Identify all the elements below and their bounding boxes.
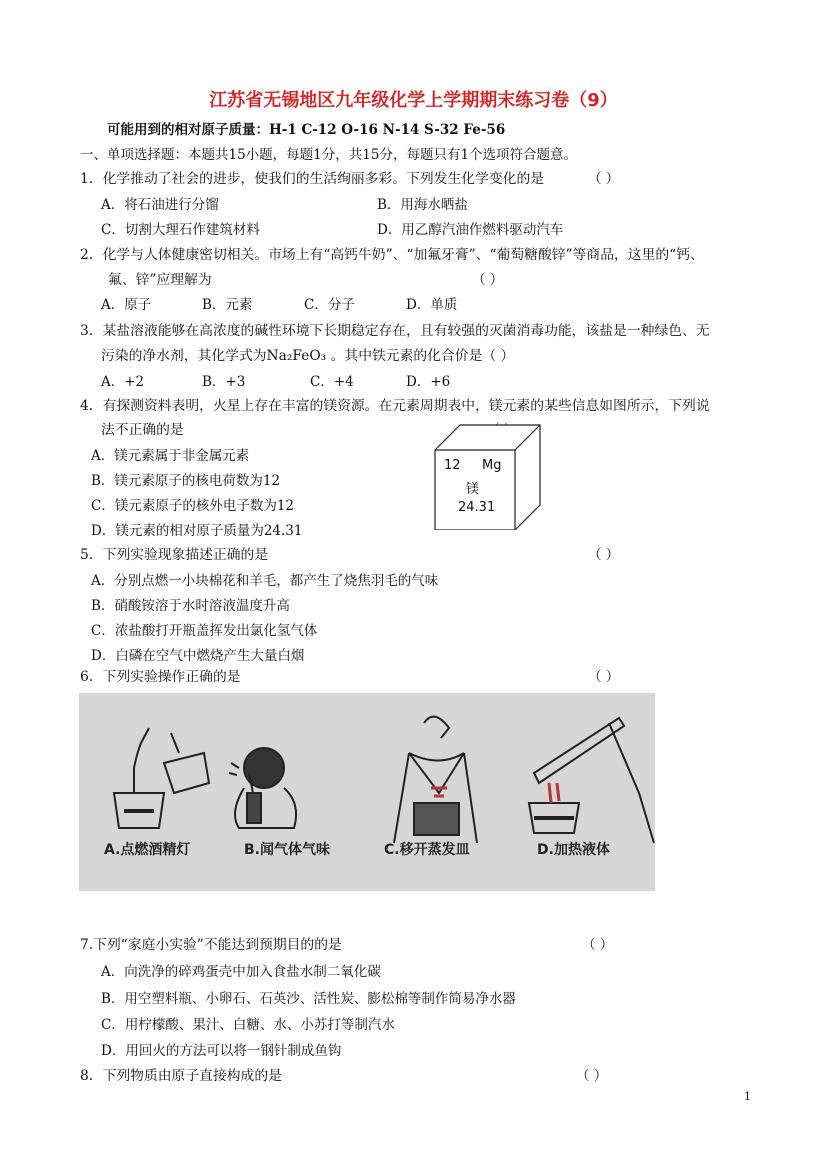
atomic-mass-note: 可能用到的相对原子质量：H-1 C-12 O-16 N-14 S-32 Fe-56 (107, 122, 506, 138)
question-5-option-a: A．分别点燃一小块棉花和羊毛，都产生了烧焦羽毛的气味 (91, 573, 439, 589)
question-2-option-a: A．原子 (101, 297, 152, 313)
element-name: 镁 (466, 482, 480, 497)
page-number: 1 (744, 1090, 751, 1103)
question-7-stem: 7.下列“家庭小实验”不能达到预期目的的是 (80, 937, 342, 953)
question-3-option-c: C．+4 (310, 374, 354, 390)
question-7-option-d: D．用回火的方法可以将一钢针制成鱼钩 (101, 1043, 342, 1059)
question-4-option-a: A．镁元素属于非金属元素 (91, 448, 250, 464)
question-1-option-c: C．切割大理石作建筑材料 (101, 222, 260, 238)
question-7-answer-blank: （ ） (582, 937, 614, 953)
question-1-answer-blank: （ ） (588, 171, 620, 187)
question-4-option-b: B．镁元素原子的核电荷数为12 (91, 473, 281, 489)
question-5-option-c: C．浓盐酸打开瓶盖挥发出氯化氢气体 (91, 623, 318, 639)
question-5-option-d: D．白磷在空气中燃烧产生大量白烟 (91, 648, 305, 664)
lab-illustrations (79, 693, 655, 891)
question-3-option-a: A．+2 (101, 374, 145, 390)
figure-caption-a: A.点燃酒精灯 (104, 842, 191, 858)
question-1-option-b: B．用海水晒盐 (377, 197, 468, 213)
section-heading: 一、单项选择题：本题共15小题，每题1分，共15分，每题只有1个选项符合题意。 (80, 147, 578, 163)
question-3-option-d: D．+6 (406, 374, 451, 390)
question-7-option-b: B．用空塑料瓶、小卵石、石英沙、活性炭、膨松棉等制作简易净水器 (101, 991, 516, 1007)
question-3-stem-line2: 污染的净水剂，其化学式为Na₂FeO₃ 。其中铁元素的化合价是（ ） (101, 348, 515, 364)
question-3-option-b: B．+3 (202, 374, 246, 390)
question-2-option-b: B．元素 (202, 297, 253, 313)
figure-caption-c: C.移开蒸发皿 (384, 842, 470, 858)
question-1-stem: 1．化学推动了社会的进步，使我们的生活绚丽多彩。下列发生化学变化的是 (80, 171, 545, 187)
question-6-stem: 6．下列实验操作正确的是 (80, 669, 241, 685)
question-5-answer-blank: （ ） (588, 547, 620, 563)
question-2-option-d: D．单质 (406, 297, 458, 313)
magnesium-element-box (430, 420, 545, 530)
question-7-option-a: A．向洗净的碎鸡蛋壳中加入食盐水制二氧化碳 (101, 964, 381, 980)
lab-operations-figure (79, 693, 655, 891)
question-1-option-d: D．用乙醇汽油作燃料驱动汽车 (377, 222, 564, 238)
question-4-option-d: D．镁元素的相对原子质量为24.31 (91, 523, 303, 539)
page-title: 江苏省无锡地区九年级化学上学期期末练习卷（9） (209, 90, 618, 111)
question-8-stem: 8．下列物质由原子直接构成的是 (80, 1068, 282, 1084)
element-mass: 24.31 (458, 500, 496, 515)
element-symbol: Mg (482, 458, 502, 473)
question-3-stem: 3．某盐溶液能够在高浓度的碱性环境下长期稳定存在，且有较强的灭菌消毒功能，该盐是一种绿色、无 (80, 323, 710, 339)
question-5-option-b: B．硝酸铵溶于水时溶液温度升高 (91, 598, 290, 614)
question-4-stem: 4．有探测资料表明，火星上存在丰富的镁资源。在元素周期表中，镁元素的某些信息如图所示，下列说 (80, 398, 710, 414)
question-5-stem: 5．下列实验现象描述正确的是 (80, 547, 269, 563)
question-8-answer-blank: （ ） (576, 1068, 608, 1084)
question-7-option-c: C．用柠檬酸、果汁、白糖、水、小苏打等制汽水 (101, 1017, 395, 1033)
question-4-option-c: C．镁元素原子的核外电子数为12 (91, 498, 295, 514)
question-1-option-a: A．将石油进行分馏 (101, 197, 219, 213)
question-6-answer-blank: （ ） (588, 669, 620, 685)
question-2-stem-line2: 氟、锌”应理解为 (108, 272, 212, 288)
question-4-stem-line2: 法不正确的是 (101, 422, 184, 438)
figure-caption-b: B.闻气体气味 (244, 842, 330, 858)
figure-caption-d: D.加热液体 (537, 842, 610, 858)
question-2-option-c: C．分子 (304, 297, 355, 313)
question-2-stem: 2．化学与人体健康密切相关。市场上有“高钙牛奶”、“加氟牙膏”、“葡萄糖酸锌”等商品，这里的“钙、 (80, 247, 704, 263)
element-number: 12 (444, 458, 461, 473)
question-2-answer-blank: （ ） (472, 272, 504, 288)
